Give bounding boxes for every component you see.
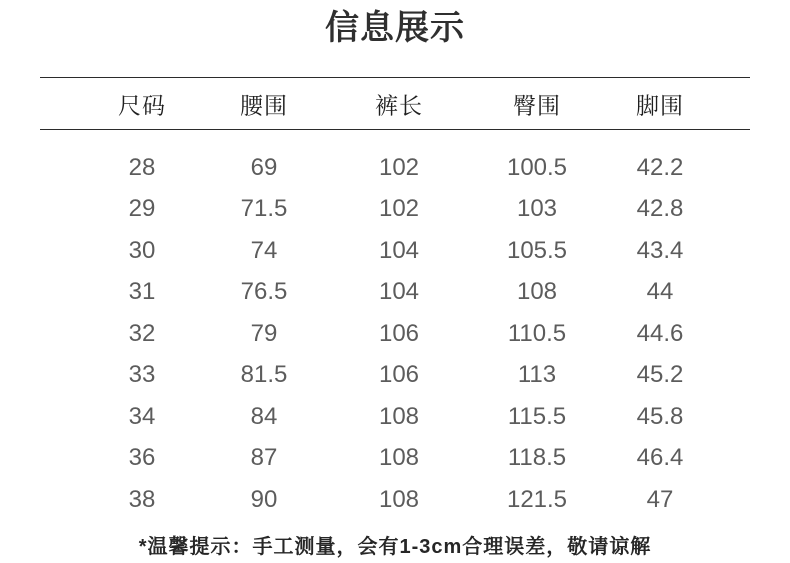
table-cell: 69 [250, 153, 278, 181]
table-cell: 47 [646, 485, 674, 513]
table-cell: 74 [250, 236, 278, 264]
table-cell: 45.2 [636, 361, 684, 389]
table-cell: 115.5 [507, 402, 567, 430]
table-cell: 118.5 [507, 444, 567, 472]
table-cell: 110.5 [507, 319, 567, 347]
table-cell: 29 [128, 195, 156, 223]
table-cell: 79 [250, 319, 278, 347]
table-cell: 104 [378, 278, 420, 306]
table-cell: 103 [516, 195, 558, 223]
table-cell: 104 [378, 236, 420, 264]
table-cell: 42.2 [636, 153, 684, 181]
table-row [40, 272, 750, 314]
table-cell: 34 [128, 402, 156, 430]
table-cell: 121.5 [506, 485, 568, 513]
column-header-leg-opening: 脚围 [636, 92, 684, 118]
table-row [40, 189, 750, 231]
column-header-size: 尺码 [118, 92, 166, 118]
table-cell: 38 [128, 485, 156, 513]
table-row [40, 355, 750, 397]
table-row [40, 396, 750, 438]
table-cell: 106 [378, 361, 420, 389]
table-cell: 102 [378, 195, 420, 223]
table-row [40, 230, 750, 272]
column-header-hip: 臀围 [513, 92, 561, 118]
table-cell: 108 [378, 444, 420, 472]
table-cell: 87 [250, 444, 278, 472]
table-cell: 106 [378, 319, 420, 347]
table-cell: 108 [378, 402, 420, 430]
size-table [40, 77, 750, 521]
table-cell: 108 [378, 485, 420, 513]
table-cell: 44.6 [636, 319, 684, 347]
table-cell: 100.5 [506, 153, 568, 181]
table-body [40, 130, 750, 521]
table-cell: 108 [516, 278, 558, 306]
table-header-row [40, 78, 750, 129]
table-cell: 30 [128, 236, 156, 264]
table-row [40, 147, 750, 189]
table-cell: 102 [378, 153, 420, 181]
table-cell: 46.4 [636, 444, 684, 472]
column-header-waist: 腰围 [240, 92, 288, 118]
table-cell: 33 [128, 361, 156, 389]
table-cell: 76.5 [240, 278, 288, 306]
measurement-note: *温馨提示：手工测量，会有1-3cm合理误差，敬请谅解 [138, 535, 652, 558]
table-row [40, 438, 750, 480]
table-cell: 36 [128, 444, 156, 472]
table-cell: 43.4 [636, 236, 684, 264]
table-row [40, 479, 750, 521]
table-cell: 84 [250, 402, 278, 430]
table-cell: 71.5 [240, 195, 288, 223]
table-cell: 81.5 [240, 361, 288, 389]
page-title: 信息展示 [325, 9, 465, 47]
table-cell: 28 [128, 153, 156, 181]
column-header-pants-length: 裤长 [375, 92, 423, 118]
table-cell: 42.8 [636, 195, 684, 223]
table-cell: 32 [128, 319, 156, 347]
table-cell: 90 [250, 485, 278, 513]
table-cell: 44 [646, 278, 674, 306]
table-cell: 45.8 [636, 402, 684, 430]
table-cell: 31 [128, 278, 156, 306]
table-cell: 105.5 [506, 236, 568, 264]
table-row [40, 313, 750, 355]
table-cell: 113 [517, 361, 557, 389]
